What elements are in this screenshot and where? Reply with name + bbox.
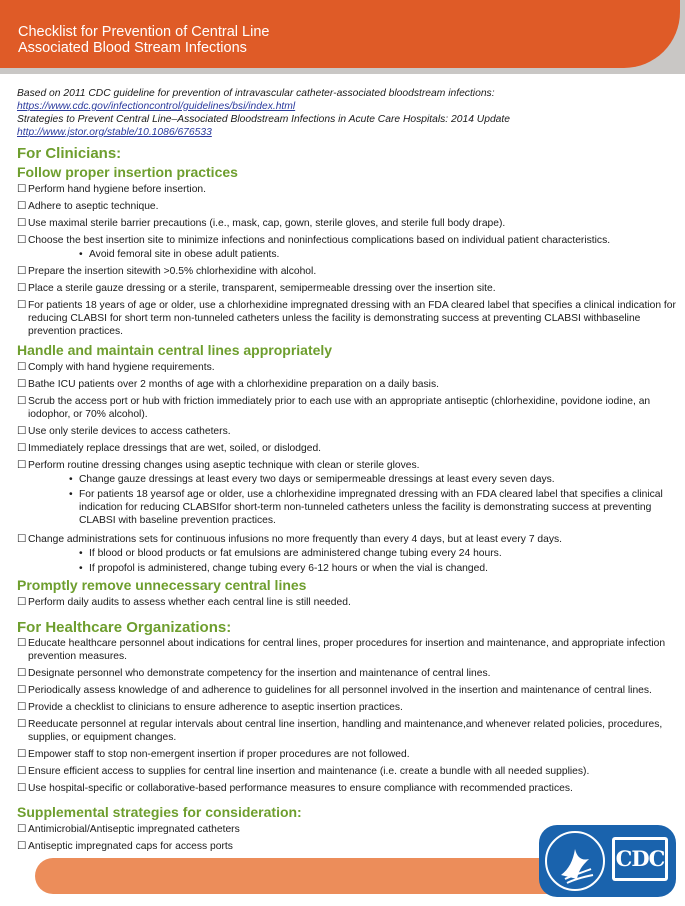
checkbox-icon[interactable]: ☐ (17, 824, 27, 835)
header-banner (0, 0, 680, 68)
checklist-item[interactable]: ☐ Periodically assess knowledge of and adherence to guidelines for all personnel involved in the insertion and maintenance of central lines. (17, 685, 652, 696)
checkbox-icon[interactable]: ☐ (17, 766, 27, 777)
clinicians-heading: For Clinicians: (17, 145, 122, 162)
maintenance-list (17, 361, 677, 575)
checklist-item[interactable]: ☐ Use hospital-specific or collaborative-based performance measures to ensure compliance with recommended practices. (17, 783, 573, 794)
checklist-item[interactable]: ☐ Educate healthcare personnel about indications for central lines, proper procedures for insertion and maintenance, and appropriate infection prevention measures. (17, 638, 666, 662)
checkbox-icon[interactable]: ☐ (17, 685, 27, 696)
insertion-list (17, 183, 677, 338)
checkbox-icon[interactable]: ☐ (17, 668, 27, 679)
intro-line2: Strategies to Prevent Central Line–Associated Bloodstream Infections in Acute Care Hospitals: 2014 Update (17, 114, 510, 125)
supplemental-heading: Supplemental strategies for consideration: (17, 804, 302, 820)
page-title-line1: Checklist for Prevention of Central Line (18, 24, 270, 40)
hhs-seal-icon (545, 831, 605, 891)
checkbox-icon[interactable]: ☐ (17, 201, 27, 212)
checklist-item[interactable]: ☐ Antiseptic impregnated caps for access ports (17, 841, 233, 852)
checklist-item[interactable]: ☐ Place a sterile gauze dressing or a sterile, transparent, semipermeable dressing over the insertion site. (17, 283, 496, 294)
checklist-item[interactable]: ☐ Perform daily audits to assess whether each central line is still needed. (17, 597, 351, 608)
eagle-icon (555, 839, 599, 885)
maintenance-heading: Handle and maintain central lines appropriately (17, 342, 333, 358)
cdc-wordmark (612, 837, 668, 881)
checkbox-icon[interactable]: ☐ (17, 426, 27, 437)
organizations-heading: For Healthcare Organizations: (17, 619, 232, 636)
checkbox-icon[interactable]: ☐ (17, 184, 27, 195)
bullet-icon: • (69, 489, 73, 500)
page-title (18, 24, 269, 56)
cdc-guideline-link[interactable]: https://www.cdc.gov/infectioncontrol/guidelines/bsi/index.html (17, 101, 296, 112)
checkbox-icon[interactable]: ☐ (17, 534, 27, 545)
checkbox-icon[interactable]: ☐ (17, 235, 27, 246)
checkbox-icon[interactable]: ☐ (17, 266, 27, 277)
bullet-icon: • (79, 548, 83, 559)
checkbox-icon[interactable]: ☐ (17, 218, 27, 229)
checklist-item[interactable]: ☐ Comply with hand hygiene requirements. (17, 362, 215, 373)
checklist-item[interactable]: ☐ Perform routine dressing changes using aseptic technique with clean or sterile gloves. (17, 460, 420, 471)
organizations-list (17, 637, 677, 795)
checklist-item[interactable]: ☐ Perform hand hygiene before insertion. (17, 184, 207, 195)
checkbox-icon[interactable]: ☐ (17, 396, 27, 407)
checklist-item[interactable]: ☐ Empower staff to stop non-emergent insertion if proper procedures are not followed. (17, 749, 410, 760)
sub-bullet: • Change gauze dressings at least every two days or semipermeable dressings at least every seven days. (69, 474, 555, 485)
checkbox-icon[interactable]: ☐ (17, 719, 27, 730)
checklist-item[interactable]: ☐ Reeducate personnel at regular intervals about central line insertion, handling and maintenance,and whenever related policies, procedures, supplies, or equipment changes. (17, 719, 663, 743)
cdc-logo (539, 825, 676, 897)
checkbox-icon[interactable]: ☐ (17, 841, 27, 852)
checklist-item[interactable]: ☐ Ensure efficient access to supplies for central line insertion and maintenance (i.e. create a bundle with all needed supplies). (17, 766, 590, 777)
checkbox-icon[interactable]: ☐ (17, 443, 27, 454)
checklist-item[interactable]: ☐ Antimicrobial/Antiseptic impregnated catheters (17, 824, 240, 835)
checklist-item[interactable]: ☐ Adhere to aseptic technique. (17, 201, 159, 212)
checklist-item[interactable]: ☐ Immediately replace dressings that are wet, soiled, or dislodged. (17, 443, 322, 454)
cdc-text: CDC (615, 840, 665, 878)
checklist-item[interactable]: ☐ Change administrations sets for continuous infusions no more frequently than every 4 days, but at least every 7 days. (17, 534, 563, 545)
insertion-heading: Follow proper insertion practices (17, 164, 238, 180)
sub-bullet: • If propofol is administered, change tubing every 6-12 hours or when the vial is changed. (79, 563, 488, 574)
sub-bullet: • For patients 18 yearsof age or older, use a chlorhexidine impregnated dressing with an FDA cleared label that specifies a clinical indication for reducing CLABSIfor short-term non-tunneled catheters unless the facility is demonstrating success at preventing CLABSI with baseline prevention practices. (69, 489, 663, 526)
jstor-link[interactable]: http://www.jstor.org/stable/10.1086/676533 (17, 127, 212, 138)
checkbox-icon[interactable]: ☐ (17, 283, 27, 294)
checkbox-icon[interactable]: ☐ (17, 460, 27, 471)
checklist-item[interactable]: ☐ Use maximal sterile barrier precautions (i.e., mask, cap, gown, sterile gloves, and sterile full body drape). (17, 218, 506, 229)
intro-line1: Based on 2011 CDC guideline for prevention of intravascular catheter-associated bloodstream infections: (17, 88, 495, 99)
checklist-item[interactable]: ☐ Bathe ICU patients over 2 months of age with a chlorhexidine preparation on a daily basis. (17, 379, 439, 390)
checkbox-icon[interactable]: ☐ (17, 749, 27, 760)
sub-bullet: • Avoid femoral site in obese adult patients. (79, 249, 280, 260)
page-title-line2: Associated Blood Stream Infections (18, 40, 247, 56)
checklist-item[interactable]: ☐ Choose the best insertion site to minimize infections and noninfectious complications based on individual patient characteristics. (17, 235, 611, 246)
checkbox-icon[interactable]: ☐ (17, 362, 27, 373)
bullet-icon: • (79, 563, 83, 574)
checkbox-icon[interactable]: ☐ (17, 638, 27, 649)
checkbox-icon[interactable]: ☐ (17, 300, 27, 311)
intro-block (17, 87, 677, 139)
checklist-item[interactable]: ☐ For patients 18 years of age or older, use a chlorhexidine impregnated dressing with an FDA cleared label that specifies a clinical indication for reducing CLABSI for short term non-tunneled catheters unless the facility is demonstrating success at preventing CLABSI withbaseline prevention practices. (17, 300, 676, 337)
footer-band (35, 858, 555, 894)
sub-bullet: • If blood or blood products or fat emulsions are administered change tubing every 24 hours. (79, 548, 502, 559)
checkbox-icon[interactable]: ☐ (17, 702, 27, 713)
removal-list (17, 596, 677, 609)
bullet-icon: • (69, 474, 73, 485)
removal-heading: Promptly remove unnecessary central lines (17, 577, 307, 593)
bullet-icon: • (79, 249, 83, 260)
checklist-item[interactable]: ☐ Use only sterile devices to access catheters. (17, 426, 231, 437)
checklist-item[interactable]: ☐ Designate personnel who demonstrate competency for the insertion and maintenance of central lines. (17, 668, 491, 679)
checklist-item[interactable]: ☐ Prepare the insertion sitewith >0.5% chlorhexidine with alcohol. (17, 266, 317, 277)
checkbox-icon[interactable]: ☐ (17, 783, 27, 794)
checklist-content (17, 87, 677, 857)
checklist-item[interactable]: ☐ Provide a checklist to clinicians to ensure adherence to aseptic insertion practices. (17, 702, 403, 713)
checklist-item[interactable]: ☐ Scrub the access port or hub with friction immediately prior to each use with an appropriate antiseptic (chlorhexidine, povidone iodine, an iodophor, or 70% alcohol). (17, 396, 651, 420)
checkbox-icon[interactable]: ☐ (17, 379, 27, 390)
checkbox-icon[interactable]: ☐ (17, 597, 27, 608)
